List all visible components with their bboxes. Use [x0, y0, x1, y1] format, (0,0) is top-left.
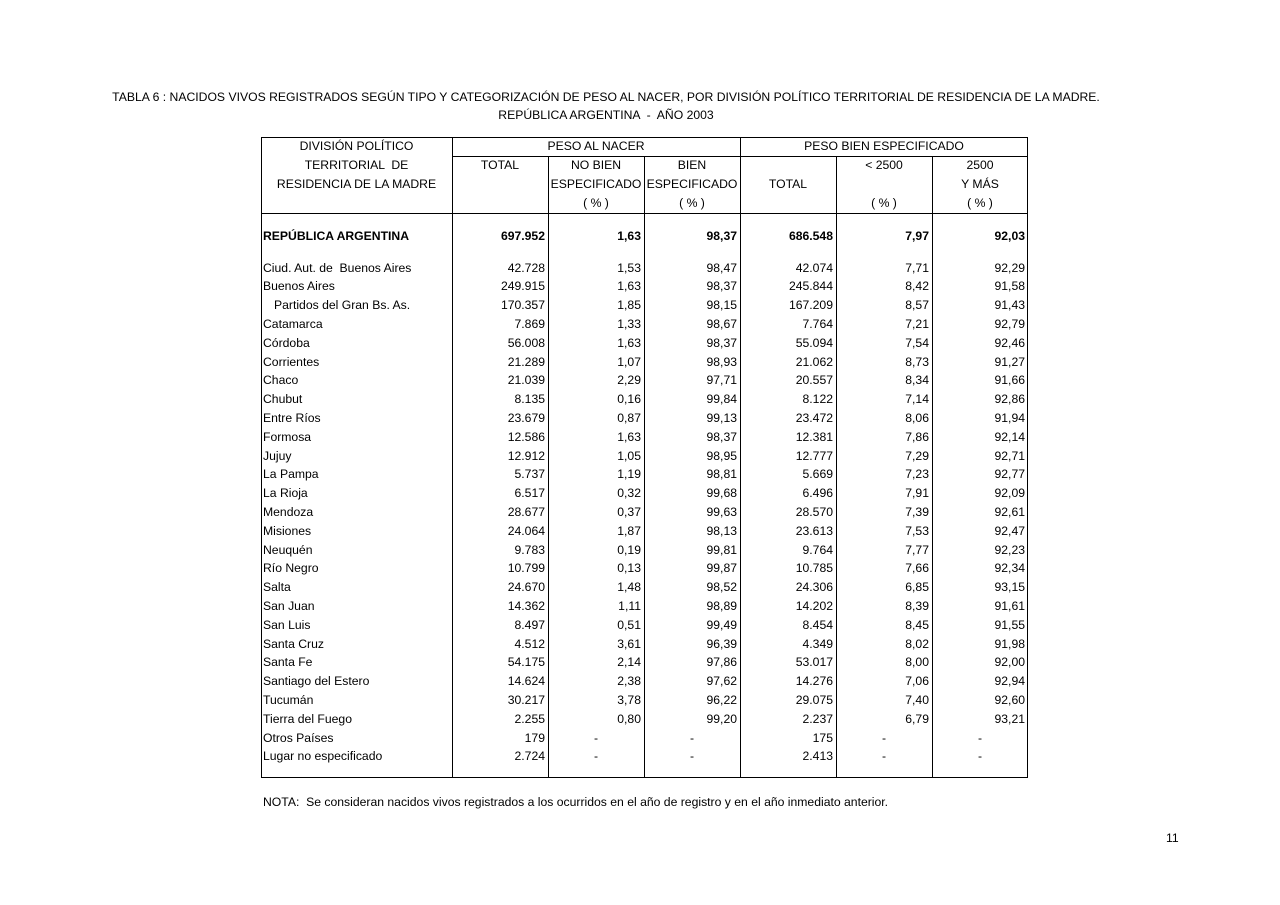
- bien-especificado-pct-cell: 98,37: [706, 335, 737, 350]
- no-bien-especificado-pct-cell: -: [593, 749, 599, 764]
- no-bien-especificado-pct-cell: 0,87: [617, 410, 641, 425]
- mas-2500-pct-cell: 92,29: [994, 260, 1025, 275]
- menos-2500-header: < 2500: [865, 158, 903, 172]
- mas-2500-pct-cell: 92,47: [994, 523, 1025, 538]
- total-nacidos-vivos-cell: 24.064: [507, 523, 545, 538]
- no-bien-especificado-pct-cell: 1,05: [617, 448, 641, 463]
- menos-2500-unit: ( % ): [871, 196, 897, 210]
- table-row: [261, 541, 1028, 560]
- total-peso-bien-especificado-cell: 6.496: [802, 486, 833, 501]
- division-name-cell: Formosa: [263, 429, 312, 444]
- bien-especificado-pct-cell: 99,87: [706, 561, 737, 576]
- mas-2500-pct-cell: 93,21: [994, 711, 1025, 726]
- menos-2500-pct-cell: 7,06: [905, 674, 929, 689]
- empty-header-cell: [740, 156, 836, 175]
- total-nacidos-vivos-cell: 12.912: [507, 448, 545, 463]
- total-peso-bien-especificado-cell: 21.062: [795, 354, 833, 369]
- peso-bien-especificado-group-header: PESO BIEN ESPECIFICADO: [804, 139, 964, 153]
- no-bien-especificado-pct-cell: 2,38: [617, 674, 641, 689]
- no-bien-especificado-pct-cell: 3,78: [617, 692, 641, 707]
- table-row: [261, 259, 1028, 278]
- total-nacidos-vivos-cell: 5.737: [514, 467, 545, 482]
- no-bien-especificado-pct-cell: 1,63: [617, 229, 641, 243]
- menos-2500-pct-cell: 7,86: [905, 429, 929, 444]
- no-bien-especificado-pct-cell: 1,63: [617, 429, 641, 444]
- no-bien-especificado-pct-cell: 1,19: [617, 467, 641, 482]
- no-bien-especificado-pct-cell: 1,53: [617, 260, 641, 275]
- total-peso-bien-especificado-cell: 245.844: [788, 279, 833, 294]
- table-row: [261, 522, 1028, 541]
- total-peso-bien-especificado-cell: 53.017: [795, 655, 833, 670]
- table-row: [261, 409, 1028, 428]
- mas-2500-pct-cell: 93,15: [994, 580, 1025, 595]
- menos-2500-pct-cell: 6,85: [905, 580, 929, 595]
- total-nacidos-vivos-cell: 249.915: [500, 279, 545, 294]
- mas-2500-pct-cell: -: [977, 730, 983, 745]
- bien-especificado-pct-cell: 98,89: [706, 598, 737, 613]
- division-name-cell: Chubut: [263, 392, 303, 407]
- total-row: [261, 227, 1028, 245]
- division-name-cell: Tierra del Fuego: [263, 711, 352, 726]
- division-name-cell: La Pampa: [263, 467, 319, 482]
- mas-2500-pct-cell: 92,23: [994, 542, 1025, 557]
- division-name-cell: Neuquén: [263, 542, 313, 557]
- division-name-cell: Buenos Aires: [263, 279, 335, 294]
- total-nacidos-vivos-cell: 6.517: [514, 486, 545, 501]
- table-row: [261, 729, 1028, 748]
- mas-2500-pct-cell: 92,79: [994, 316, 1025, 331]
- bien-especificado-pct-cell: 98,37: [706, 229, 737, 243]
- mas-2500-pct-cell: 91,58: [994, 279, 1025, 294]
- table-row: [261, 465, 1028, 484]
- mas-2500-pct-cell: 91,98: [994, 636, 1025, 651]
- menos-2500-pct-cell: 8,57: [905, 298, 929, 313]
- menos-2500-pct-cell: 7,66: [905, 561, 929, 576]
- bien-especificado-pct-cell: 98,13: [706, 523, 737, 538]
- division-name-cell: Entre Ríos: [263, 410, 321, 425]
- no-bien-especificado-header: ESPECIFICADO: [550, 177, 642, 191]
- bien-especificado-header: ESPECIFICADO: [646, 177, 738, 191]
- menos-2500-pct-cell: 8,45: [905, 617, 929, 632]
- bien-especificado-pct-cell: 99,20: [706, 711, 737, 726]
- total-peso-bien-especificado-cell: 55.094: [795, 335, 833, 350]
- no-bien-especificado-pct-cell: 1,87: [617, 523, 641, 538]
- mas-2500-pct-cell: 92,09: [994, 486, 1025, 501]
- total-peso-bien-especificado-cell: 24.306: [795, 580, 833, 595]
- table-row: [261, 484, 1028, 503]
- mas-2500-pct-cell: 92,71: [994, 448, 1025, 463]
- total-nacidos-vivos-cell: 4.512: [514, 636, 545, 651]
- total-nacidos-vivos-cell: 54.175: [507, 655, 545, 670]
- total-peso-bien-especificado-cell: 10.785: [795, 561, 833, 576]
- table-row: [261, 503, 1028, 522]
- table-row: [261, 597, 1028, 616]
- total-peso-bien-especificado-cell: 29.075: [795, 692, 833, 707]
- total-peso-bien-especificado-cell: 2.237: [802, 711, 833, 726]
- mas-2500-header: 2500: [966, 158, 994, 172]
- total-peso-bien-especificado-cell: 28.570: [795, 504, 833, 519]
- total-peso-bien-especificado-cell: 686.548: [788, 229, 833, 243]
- bien-especificado-pct-cell: 98,93: [706, 354, 737, 369]
- total-peso-bien-especificado-cell: 42.074: [795, 260, 833, 275]
- total-nacidos-vivos-cell: 14.362: [507, 598, 545, 613]
- table-subtitle: REPÚBLICA ARGENTINA - AÑO 2003: [498, 108, 714, 122]
- mas-2500-pct-cell: 92,61: [994, 504, 1025, 519]
- division-header: DIVISIÓN POLÍTICO: [299, 139, 414, 153]
- total-peso-bien-especificado-cell: 8.454: [802, 617, 833, 632]
- no-bien-especificado-pct-cell: 0,32: [617, 486, 641, 501]
- division-header: RESIDENCIA DE LA MADRE: [276, 177, 437, 191]
- menos-2500-pct-cell: 7,91: [905, 486, 929, 501]
- division-name-cell: Mendoza: [263, 504, 314, 519]
- menos-2500-pct-cell: 7,53: [905, 523, 929, 538]
- total-nacidos-vivos-cell: 21.039: [507, 373, 545, 388]
- total-peso-bien-especificado-cell: 23.613: [795, 523, 833, 538]
- total-nacidos-vivos-cell: 24.670: [507, 580, 545, 595]
- division-name-cell: Otros Países: [263, 730, 334, 745]
- bien-especificado-pct-cell: -: [689, 749, 695, 764]
- menos-2500-pct-cell: 8,39: [905, 598, 929, 613]
- total-nacidos-vivos-cell: 23.679: [507, 410, 545, 425]
- menos-2500-pct-cell: 7,39: [905, 504, 929, 519]
- no-bien-especificado-pct-cell: 0,16: [617, 392, 641, 407]
- bien-especificado-pct-cell: 99,68: [706, 486, 737, 501]
- menos-2500-pct-cell: 7,54: [905, 335, 929, 350]
- total-nacidos-header: TOTAL: [480, 158, 520, 172]
- total-nacidos-vivos-cell: 8.497: [514, 617, 545, 632]
- menos-2500-pct-cell: 7,21: [905, 316, 929, 331]
- total-peso-bien-especificado-cell: 12.777: [795, 448, 833, 463]
- division-name-cell: Partidos del Gran Bs. As.: [274, 298, 411, 313]
- bien-especificado-pct-cell: 99,49: [706, 617, 737, 632]
- total-nacidos-vivos-cell: 12.586: [507, 429, 545, 444]
- mas-2500-pct-cell: 92,60: [994, 692, 1025, 707]
- table-row: [261, 296, 1028, 315]
- no-bien-especificado-pct-cell: 3,61: [617, 636, 641, 651]
- total-nacidos-vivos-cell: 14.624: [507, 674, 545, 689]
- bien-especificado-unit: ( % ): [679, 196, 705, 210]
- table-row: [261, 447, 1028, 466]
- mas-2500-pct-cell: 91,94: [994, 410, 1025, 425]
- no-bien-especificado-pct-cell: 1,11: [618, 598, 641, 613]
- menos-2500-pct-cell: 8,42: [905, 279, 929, 294]
- bien-especificado-pct-cell: 98,67: [706, 316, 737, 331]
- total-peso-bien-especificado-cell: 7.764: [802, 316, 833, 331]
- mas-2500-pct-cell: 91,66: [994, 373, 1025, 388]
- division-name-cell: Salta: [263, 580, 291, 595]
- no-bien-especificado-pct-cell: 0,37: [617, 504, 641, 519]
- no-bien-especificado-pct-cell: 1,85: [617, 298, 641, 313]
- table-row: [261, 635, 1028, 654]
- division-name-cell: Santa Cruz: [263, 636, 324, 651]
- header-row: [261, 137, 1028, 156]
- bien-especificado-pct-cell: 97,86: [706, 655, 737, 670]
- total-nacidos-vivos-cell: 9.783: [514, 542, 545, 557]
- no-bien-especificado-pct-cell: -: [593, 730, 599, 745]
- table-row: [261, 371, 1028, 390]
- mas-2500-pct-cell: 91,27: [994, 354, 1025, 369]
- mas-2500-pct-cell: -: [977, 749, 983, 764]
- division-name-cell: Chaco: [263, 373, 299, 388]
- empty-header-cell: [452, 175, 548, 194]
- total-nacidos-vivos-cell: 7.869: [514, 316, 545, 331]
- total-peso-bien-especificado-cell: 23.472: [795, 410, 833, 425]
- menos-2500-pct-cell: 7,40: [905, 692, 929, 707]
- menos-2500-pct-cell: 7,29: [905, 448, 929, 463]
- page-number: 11: [1166, 831, 1179, 845]
- mas-2500-unit: ( % ): [967, 196, 993, 210]
- total-nacidos-vivos-cell: 10.799: [507, 561, 545, 576]
- menos-2500-pct-cell: 7,77: [905, 542, 929, 557]
- menos-2500-pct-cell: 8,06: [905, 410, 929, 425]
- total-nacidos-vivos-cell: 21.289: [507, 354, 545, 369]
- division-name-cell: Santa Fe: [263, 655, 313, 670]
- mas-2500-pct-cell: 92,94: [994, 674, 1025, 689]
- division-header: TERRITORIAL DE: [304, 158, 409, 172]
- table-row: [261, 710, 1028, 729]
- division-name-cell: San Luis: [263, 617, 311, 632]
- no-bien-especificado-pct-cell: 2,29: [617, 373, 641, 388]
- header-bottom-rule: [261, 213, 1028, 214]
- peso-al-nacer-group-header: PESO AL NACER: [547, 139, 645, 153]
- division-name-cell: San Juan: [263, 598, 315, 613]
- mas-2500-pct-cell: 92,77: [994, 467, 1025, 482]
- table-title: TABLA 6 : NACIDOS VIVOS REGISTRADOS SEGÚN TIPO Y CATEGORIZACIÓN DE PESO AL NACER, POR DIVISIÓN POLÍTICO TERRITORIAL DE RESIDENCIA DE LA MADRE.: [112, 90, 1100, 104]
- total-peso-bien-especificado-cell: 167.209: [788, 298, 833, 313]
- bien-especificado-pct-cell: 99,81: [706, 542, 737, 557]
- table-row: [261, 691, 1028, 710]
- no-bien-especificado-pct-cell: 1,63: [617, 335, 641, 350]
- total-nacidos-vivos-cell: 179: [524, 730, 545, 745]
- menos-2500-pct-cell: -: [881, 730, 887, 745]
- header-row: [261, 156, 1028, 175]
- no-bien-especificado-pct-cell: 0,51: [617, 617, 641, 632]
- header-row: [261, 175, 1028, 194]
- menos-2500-pct-cell: 7,23: [905, 467, 929, 482]
- empty-header-cell: [261, 194, 452, 213]
- total-peso-bien-especificado-cell: 2.413: [802, 749, 833, 764]
- menos-2500-pct-cell: 8,02: [905, 636, 929, 651]
- total-nacidos-vivos-cell: 697.952: [500, 229, 545, 243]
- total-peso-bien-especificado-cell: 12.381: [795, 429, 833, 444]
- total-peso-bien-especificado-cell: 20.557: [795, 373, 833, 388]
- total-nacidos-vivos-cell: 8.135: [514, 392, 545, 407]
- bien-especificado-pct-cell: 99,13: [706, 410, 737, 425]
- division-name-cell: Lugar no especificado: [263, 749, 383, 764]
- table-body: [261, 259, 1028, 767]
- table-row: [261, 578, 1028, 597]
- table-row: [261, 559, 1028, 578]
- mas-2500-pct-cell: 91,55: [994, 617, 1025, 632]
- no-bien-especificado-header: NO BIEN: [570, 158, 622, 172]
- mas-2500-pct-cell: 92,34: [994, 561, 1025, 576]
- bien-especificado-pct-cell: 98,47: [706, 260, 737, 275]
- total-peso-bien-especificado-cell: 14.276: [795, 674, 833, 689]
- total-peso-bien-especificado-cell: 4.349: [802, 636, 833, 651]
- mas-2500-pct-cell: 92,03: [994, 229, 1025, 243]
- menos-2500-pct-cell: 7,97: [905, 229, 929, 243]
- mas-2500-pct-cell: 92,46: [994, 335, 1025, 350]
- total-peso-bien-especificado-cell: 9.764: [802, 542, 833, 557]
- menos-2500-pct-cell: 6,79: [905, 711, 929, 726]
- header-row: [261, 194, 1028, 213]
- table-row: [261, 277, 1028, 296]
- bien-especificado-pct-cell: 99,84: [706, 392, 737, 407]
- total-nacidos-vivos-cell: 2.724: [514, 749, 545, 764]
- no-bien-especificado-pct-cell: 1,48: [617, 580, 641, 595]
- total-nacidos-vivos-cell: 2.255: [514, 711, 545, 726]
- bien-especificado-pct-cell: 97,62: [706, 674, 737, 689]
- total-peso-bien-especificado-cell: 14.202: [795, 598, 833, 613]
- bien-especificado-pct-cell: -: [689, 730, 695, 745]
- division-name-cell: Córdoba: [263, 335, 310, 350]
- total-peso-bien-especificado-cell: 8.122: [802, 392, 833, 407]
- menos-2500-pct-cell: 7,71: [905, 260, 929, 275]
- menos-2500-pct-cell: 7,14: [905, 392, 929, 407]
- mas-2500-pct-cell: 91,43: [994, 298, 1025, 313]
- mas-2500-header: Y MÁS: [961, 177, 999, 191]
- empty-header-cell: [740, 194, 836, 213]
- menos-2500-pct-cell: 8,34: [905, 373, 929, 388]
- total-peso-bien-especificado-cell: 5.669: [802, 467, 833, 482]
- total-nacidos-vivos-cell: 56.008: [507, 335, 545, 350]
- mas-2500-pct-cell: 92,14: [994, 429, 1025, 444]
- division-name-cell: Jujuy: [263, 448, 292, 463]
- bien-especificado-pct-cell: 99,63: [706, 504, 737, 519]
- bien-especificado-pct-cell: 98,37: [706, 429, 737, 444]
- bien-especificado-pct-cell: 98,81: [706, 467, 737, 482]
- no-bien-especificado-pct-cell: 1,33: [617, 316, 641, 331]
- table-note: NOTA: Se consideran nacidos vivos registrados a los ocurridos en el año de registro y en el año inmediato anterior.: [263, 795, 889, 809]
- division-name-cell: Tucumán: [263, 692, 314, 707]
- bien-especificado-pct-cell: 96,39: [706, 636, 737, 651]
- total-nacidos-vivos-cell: 28.677: [507, 504, 545, 519]
- division-name-cell: Catamarca: [263, 316, 323, 331]
- bien-especificado-pct-cell: 98,15: [706, 298, 737, 313]
- division-name-cell: La Rioja: [263, 486, 308, 501]
- total-nacidos-vivos-cell: 42.728: [507, 260, 545, 275]
- total-nacidos-vivos-cell: 170.357: [500, 298, 545, 313]
- bien-especificado-pct-cell: 96,22: [706, 692, 737, 707]
- table-row: [261, 390, 1028, 409]
- menos-2500-pct-cell: -: [881, 749, 887, 764]
- bien-especificado-pct-cell: 98,95: [706, 448, 737, 463]
- no-bien-especificado-pct-cell: 0,13: [617, 561, 641, 576]
- table-row: [261, 616, 1028, 635]
- bien-especificado-pct-cell: 98,37: [706, 279, 737, 294]
- no-bien-especificado-pct-cell: 1,63: [617, 279, 641, 294]
- division-name-cell: REPÚBLICA ARGENTINA: [263, 229, 410, 243]
- table-row: [261, 353, 1028, 372]
- bien-especificado-header: BIEN: [677, 158, 707, 172]
- table-row: [261, 653, 1028, 672]
- total-peso-bien-especificado-cell: 175: [812, 730, 833, 745]
- bien-especificado-pct-cell: 97,71: [706, 373, 737, 388]
- menos-2500-pct-cell: 8,73: [905, 354, 929, 369]
- empty-header-cell: [452, 194, 548, 213]
- table-row: [261, 747, 1028, 766]
- no-bien-especificado-pct-cell: 2,14: [617, 655, 641, 670]
- total-bien-especificado-header: TOTAL: [768, 177, 808, 191]
- mas-2500-pct-cell: 92,86: [994, 392, 1025, 407]
- table-row: [261, 315, 1028, 334]
- mas-2500-pct-cell: 92,00: [994, 655, 1025, 670]
- no-bien-especificado-pct-cell: 0,80: [617, 711, 641, 726]
- table-row: [261, 334, 1028, 353]
- table-row: [261, 428, 1028, 447]
- division-name-cell: Misiones: [263, 523, 312, 538]
- data-table: [261, 137, 1028, 778]
- no-bien-especificado-unit: ( % ): [583, 196, 609, 210]
- total-nacidos-vivos-cell: 30.217: [507, 692, 545, 707]
- no-bien-especificado-pct-cell: 0,19: [617, 542, 641, 557]
- bien-especificado-pct-cell: 98,52: [706, 580, 737, 595]
- table-row: [261, 672, 1028, 691]
- menos-2500-pct-cell: 8,00: [905, 655, 929, 670]
- division-name-cell: Ciud. Aut. de Buenos Aires: [263, 260, 412, 275]
- division-name-cell: Corrientes: [263, 354, 320, 369]
- mas-2500-pct-cell: 91,61: [994, 598, 1025, 613]
- division-name-cell: Río Negro: [263, 561, 319, 576]
- empty-header-cell: [836, 175, 932, 194]
- division-name-cell: Santiago del Estero: [263, 674, 370, 689]
- no-bien-especificado-pct-cell: 1,07: [617, 354, 641, 369]
